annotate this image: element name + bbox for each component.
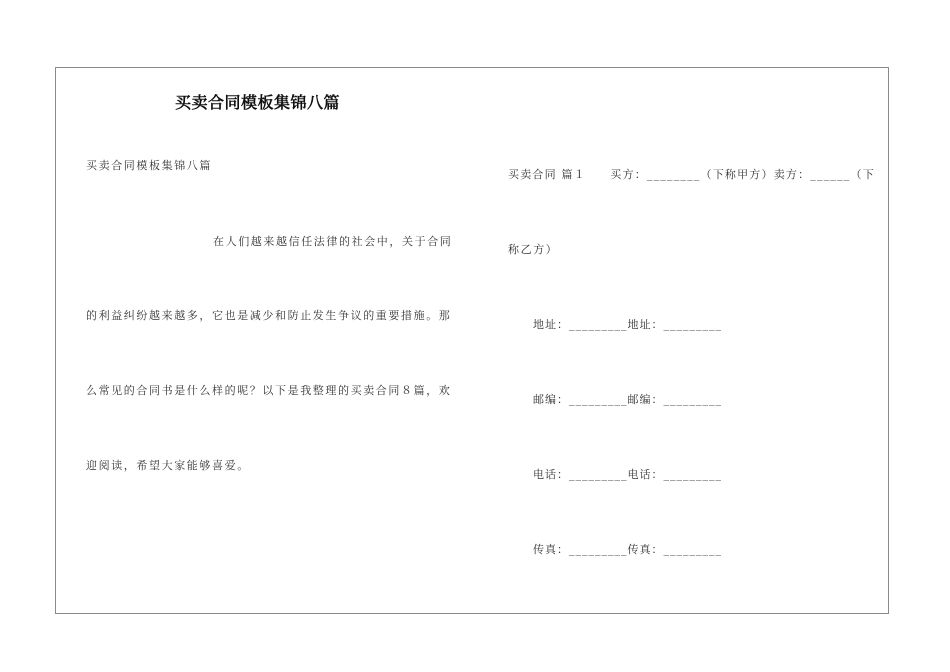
phone-field-line: 电话：_________电话：_________ bbox=[533, 468, 722, 481]
contract-header-line: 买卖合同 篇１ 买方：________（下称甲方）卖方：______（下 bbox=[508, 168, 875, 181]
intro-line-1: 在人们越来越信任法律的社会中，关于合同 bbox=[213, 235, 453, 248]
contract-header-line-2: 称乙方） bbox=[508, 243, 559, 256]
document-subtitle: 买卖合同模板集锦八篇 bbox=[86, 159, 212, 172]
intro-line-3: 么常见的合同书是什么样的呢？以下是我整理的买卖合同８篇，欢 bbox=[86, 384, 452, 397]
intro-line-2: 的利益纠纷越来越多，它也是减少和防止发生争议的重要措施。那 bbox=[86, 309, 452, 322]
intro-line-4: 迎阅读，希望大家能够喜爱。 bbox=[86, 459, 250, 472]
address-field-line: 地址：_________地址：_________ bbox=[533, 318, 722, 331]
document-title: 买卖合同模板集锦八篇 bbox=[175, 93, 341, 112]
document-page bbox=[55, 67, 889, 614]
postcode-field-line: 邮编：_________邮编：_________ bbox=[533, 393, 722, 406]
fax-field-line: 传真：_________传真：_________ bbox=[533, 543, 722, 556]
